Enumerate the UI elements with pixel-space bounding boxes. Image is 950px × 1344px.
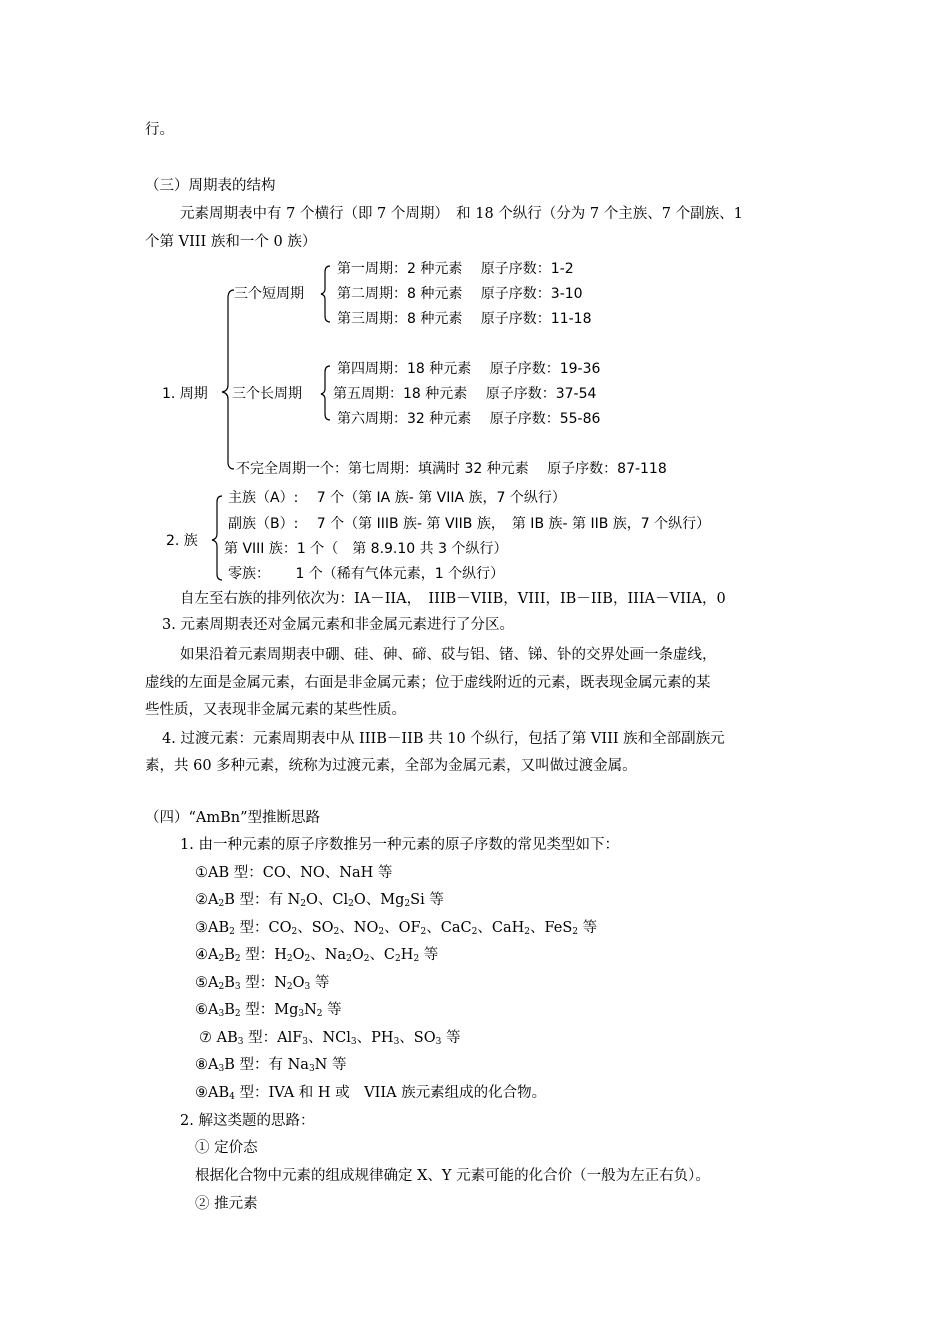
period-4: 第四周期：18 种元素 原子序数：19-36 [337,361,601,377]
period-1: 第一周期：2 种元素 原子序数：1-2 [337,261,574,277]
section-4-point-1: 1. 由一种元素的原子序数推另一种元素的原子序数的常见类型如下： [180,837,619,853]
type-ab2: $③AB_2$ 型：$CO_2$、$SO_2$、$NO_2$、$OF_2$、CaC$_2$、CaH$_2$、FeS$_2$ 等 [195,920,598,937]
point-3-line-1: 如果沿着元素周期表中硼、硅、砷、碲、砹与铝、锗、锑、钋的交界处画一条虚线， [180,647,717,663]
step-1-body: 根据化合物中元素的组成规律确定 X、Y 元素可能的化合价（一般为左正右负）。 [195,1168,710,1184]
section-3-intro-line-2: 个第 VIII 族和一个 0 族） [145,234,317,250]
section-3-intro-line-1: 元素周期表中有 7 个横行（即 7 个周期） 和 18 个纵行（分为 7 个主族、7 个副族、1 [180,206,743,222]
section-3-heading: （三）周期表的结构 [145,178,276,194]
point-3-line-2: 虚线的左面是金属元素，右面是非金属元素；位于虚线附近的元素，既表现金属元素的某 [145,675,711,691]
section-4-heading: （四）“AmBn”型推断思路 [145,810,321,826]
step-2-title: ② 推元素 [195,1196,258,1212]
period-2: 第二周期：8 种元素 原子序数：3-10 [337,286,583,302]
point-3-title: 3. 元素周期表还对金属元素和非金属元素进行了分区。 [162,617,514,633]
short-periods-brace [321,266,330,322]
type-a3b2: $⑥A_3B_2$ 型：$Mg_3N_2$ 等 [195,1002,342,1019]
type-a2b2: $④A_2B_2$ 型：$H_2O_2$、$Na_2O_2$、$C_2H_2$ 等 [195,947,439,964]
section-4-point-2: 2. 解这类题的思路： [180,1113,315,1129]
groups-label: 2. 族 [166,533,198,549]
point-4-line-2: 素，共 60 多种元素，统称为过渡元素，全部为金属元素，又叫做过渡金属。 [145,758,637,774]
type-ab4: $⑨AB_4$ 型：IVA 和 H 或 VIIA 族元素组成的化合物。 [195,1085,547,1102]
group-viii: 第 VIII 族：1 个（ 第 8.9.10 共 3 个纵行） [224,541,508,557]
point-4-line-1: 4. 过渡元素：元素周期表中从 IIIB－IIB 共 10 个纵行，包括了第 VIII 族和全部副族元 [162,731,725,747]
period-6: 第六周期：32 种元素 原子序数：55-86 [337,411,601,427]
type-a2b3: $⑤A_2B_3$ 型：$N_2O_3$ 等 [195,975,330,992]
period-3: 第三周期：8 种元素 原子序数：11-18 [337,311,592,327]
group-sub: 副族（B）: 7 个（第 IIIB 族- 第 VIIB 族， 第 IB 族- 第 IIB 族，7 个纵行） [228,516,711,532]
continuation-text: 行。 [145,122,174,138]
short-periods-label: 三个短周期 [234,286,304,302]
groups-brace [212,496,222,580]
type-a3b: $⑧A_3B$ 型：有 $Na_3N$ 等 [195,1057,347,1074]
incomplete-period: 不完全周期一个：第七周期：填满时 32 种元素 原子序数：87-118 [236,461,667,477]
point-3-line-3: 些性质，又表现非金属元素的某些性质。 [145,702,406,718]
group-main: 主族（A）: 7 个（第 IA 族- 第 VIIA 族，7 个纵行） [228,490,566,506]
group-zero: 零族： 1 个（稀有气体元素，1 个纵行） [228,566,505,582]
group-order: 自左至右族的排列依次为：IA－IIA， IIIB－VIIB，VIII，IB－IIB，IIIA－VIIA，0 [180,591,726,607]
periods-brace [222,290,234,469]
type-ab3: ⑦ $AB_3$ 型：AlF$_3$、NCl$_3$、$PH_3$、$SO_3$ 等 [199,1030,461,1047]
type-a2b: $②A_2B$ 型：有 $N_2O$、$Cl_2O$、$Mg_2Si$ 等 [195,892,444,909]
long-periods-brace [321,366,330,420]
period-5: 第五周期：18 种元素 原子序数：37-54 [333,386,597,402]
periods-label: 1. 周期 [162,386,208,402]
type-ab: ①AB 型：CO、NO、NaH 等 [195,865,393,881]
step-1-title: ① 定价态 [195,1140,258,1156]
long-periods-label: 三个长周期 [232,386,302,402]
